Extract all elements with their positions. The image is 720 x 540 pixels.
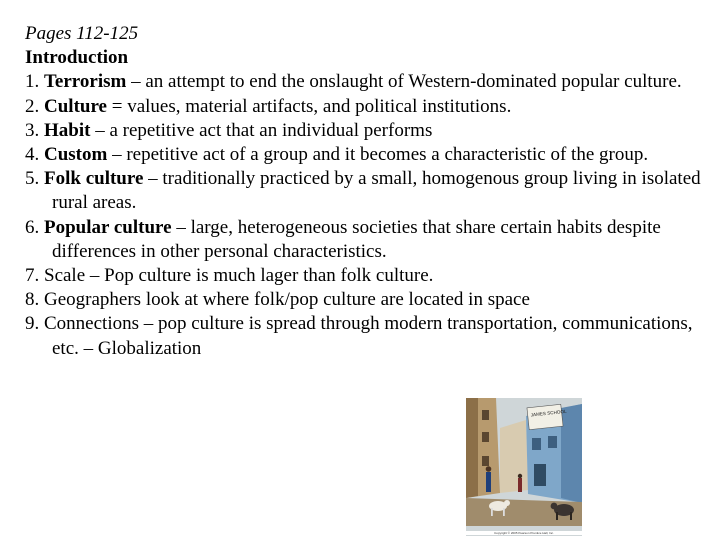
list-item bbox=[25, 70, 715, 94]
item-text: – large, heterogeneous societies that share certain habits despite differences in other personal characteristics. bbox=[52, 216, 661, 262]
list-item bbox=[25, 119, 715, 143]
photo-caption: Copyright © 2005 Pearson Prentice Hall, Inc. bbox=[466, 531, 582, 535]
item-text: – traditionally practiced by a small, homogenous group living in isolated rural areas. bbox=[52, 168, 701, 214]
item-text: Connections – pop culture is spread through modern transportation, communications, etc. – Globalization bbox=[44, 313, 693, 359]
item-term: Custom bbox=[44, 144, 108, 166]
list-item bbox=[25, 264, 715, 288]
document-body bbox=[25, 22, 715, 361]
item-number: 6. bbox=[25, 216, 44, 238]
item-number: 1. bbox=[25, 71, 44, 93]
item-number: 7. bbox=[25, 265, 44, 287]
street-photo bbox=[466, 398, 582, 536]
item-text: – a repetitive act that an individual performs bbox=[90, 119, 433, 141]
item-text: Scale – Pop culture is much lager than folk culture. bbox=[44, 265, 434, 287]
item-number: 9. bbox=[25, 313, 44, 335]
item-term: Culture bbox=[44, 95, 107, 117]
item-term: Folk culture bbox=[44, 168, 144, 190]
item-term: Terrorism bbox=[44, 71, 127, 93]
item-text: = values, material artifacts, and political institutions. bbox=[106, 95, 512, 117]
list-item bbox=[25, 143, 715, 167]
list-item bbox=[25, 288, 715, 312]
item-number: 5. bbox=[25, 168, 44, 190]
list-item bbox=[25, 95, 715, 119]
item-number: 4. bbox=[25, 144, 44, 166]
item-number: 3. bbox=[25, 119, 44, 141]
item-term: Popular culture bbox=[44, 216, 172, 238]
street-scene-image bbox=[466, 398, 582, 536]
item-text: Geographers look at where folk/pop culture are located in space bbox=[44, 289, 530, 311]
item-number: 8. bbox=[25, 289, 44, 311]
item-number: 2. bbox=[25, 95, 44, 117]
shop-sign-text: JAMES SCHOOL bbox=[530, 408, 567, 418]
page-range: Pages 112-125 bbox=[25, 23, 139, 44]
section-heading: Introduction bbox=[25, 47, 129, 69]
list-item bbox=[25, 312, 715, 360]
item-text: – repetitive act of a group and it becomes a characteristic of the group. bbox=[107, 144, 649, 166]
list-item bbox=[25, 216, 715, 264]
item-term: Habit bbox=[44, 119, 91, 141]
list-item bbox=[25, 167, 715, 215]
item-text: – an attempt to end the onslaught of Western-dominated popular culture. bbox=[126, 71, 682, 93]
